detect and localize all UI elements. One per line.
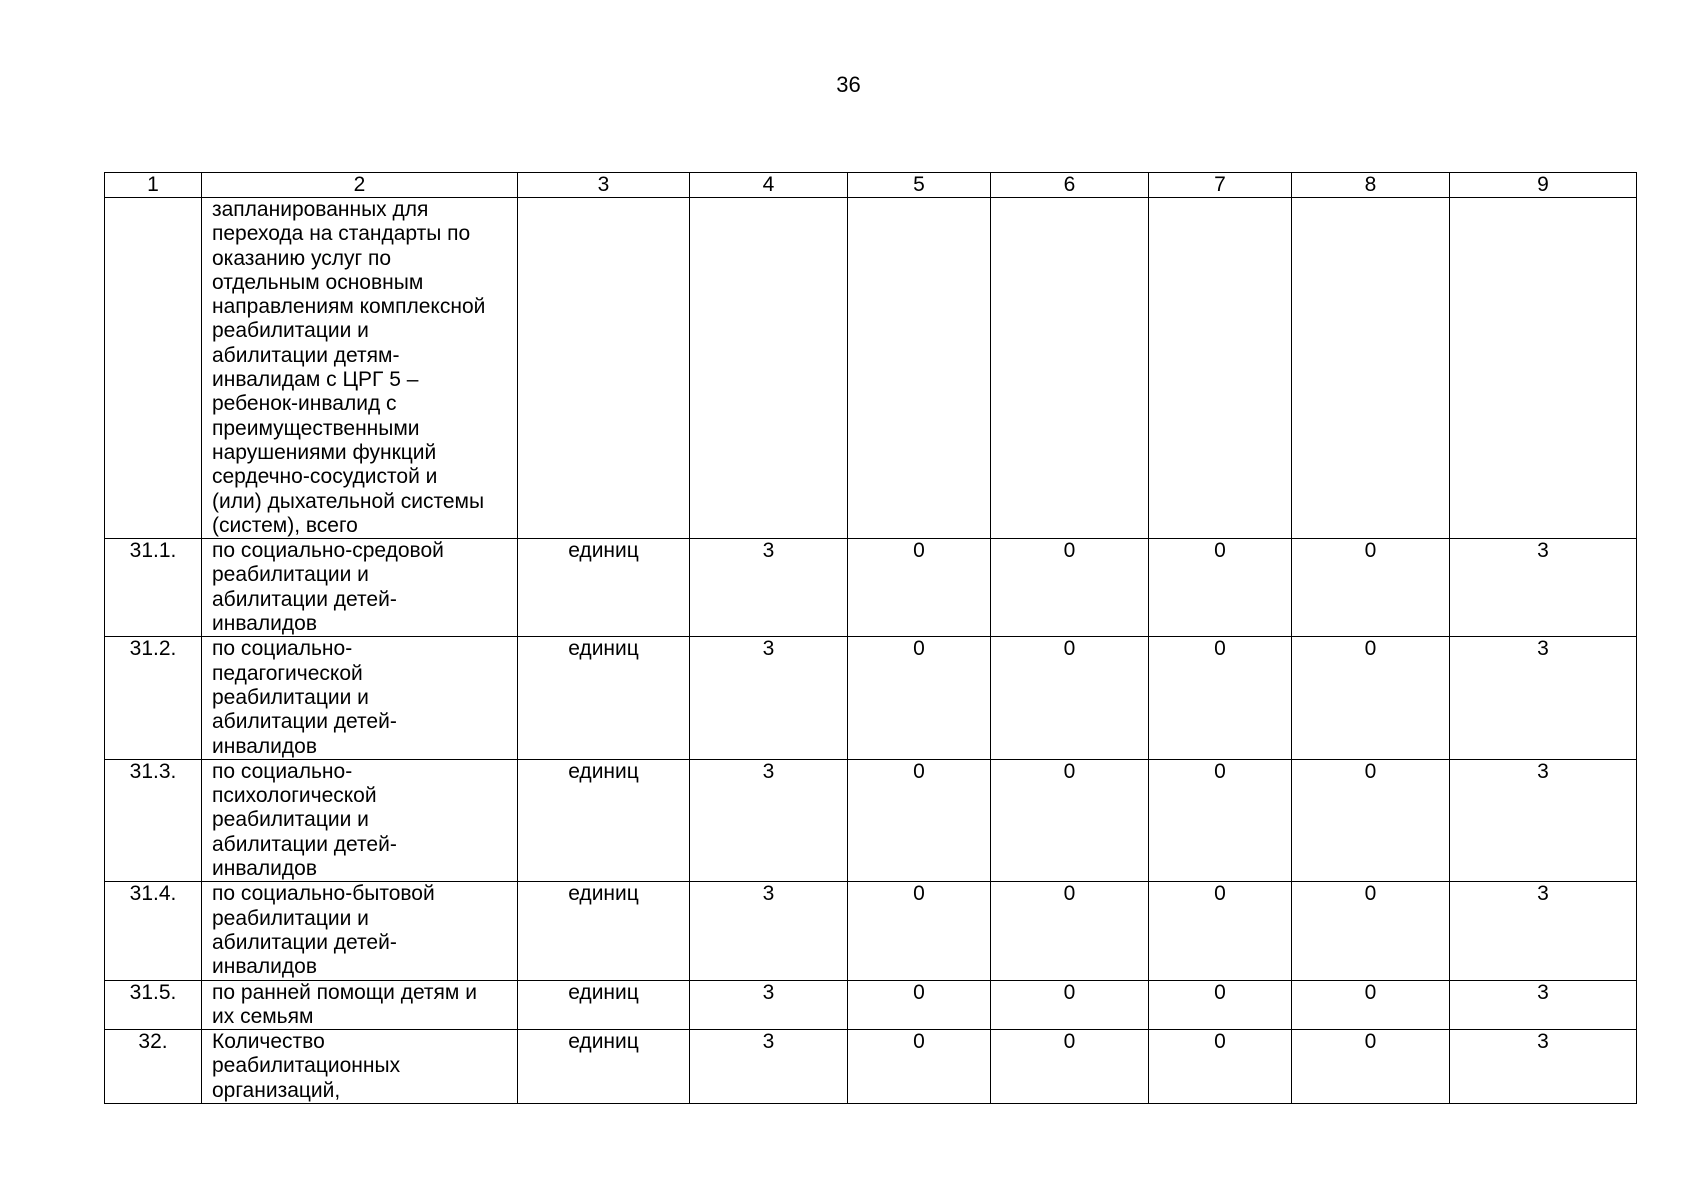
value-cell-v4: 3	[690, 882, 848, 980]
row-number-cell: 31.1.	[105, 539, 202, 637]
value-cell-v6: 0	[991, 1030, 1149, 1104]
description-line: педагогической	[212, 661, 363, 685]
value-cell-v7: 0	[1149, 1030, 1292, 1104]
value-cell-v4: 3	[690, 980, 848, 1030]
value-cell-v6: 0	[991, 980, 1149, 1030]
data-table	[104, 172, 1637, 1104]
column-header-6: 6	[991, 173, 1149, 198]
description-line: абилитации детям-	[212, 343, 400, 367]
value-cell-v5: 0	[848, 882, 991, 980]
table-header-row	[105, 173, 1637, 198]
column-header-4: 4	[690, 173, 848, 198]
value-cell-v7: 0	[1149, 539, 1292, 637]
value-cell-v4: 3	[690, 637, 848, 759]
unit-cell: единиц	[518, 882, 690, 980]
value-cell-v9	[1450, 198, 1637, 539]
column-header-1: 1	[105, 173, 202, 198]
value-cell-v5: 0	[848, 637, 991, 759]
description-cell	[202, 1030, 518, 1104]
column-header-3: 3	[518, 173, 690, 198]
value-cell-v5: 0	[848, 980, 991, 1030]
description-cell	[202, 539, 518, 637]
unit-cell: единиц	[518, 539, 690, 637]
description-line: абилитации детей-	[212, 930, 397, 954]
description-cell	[202, 882, 518, 980]
value-cell-v4: 3	[690, 539, 848, 637]
table-row	[105, 759, 1637, 881]
value-cell-v8: 0	[1292, 539, 1450, 637]
description-line: инвалидов	[212, 612, 317, 636]
description-line: (систем), всего	[212, 513, 358, 537]
value-cell-v4	[690, 198, 848, 539]
value-cell-v8: 0	[1292, 980, 1450, 1030]
description-line: абилитации детей-	[212, 832, 397, 856]
table-row	[105, 882, 1637, 980]
value-cell-v7	[1149, 198, 1292, 539]
description-line: реабилитации и	[212, 906, 369, 930]
table-row	[105, 198, 1637, 539]
description-line: перехода на стандарты по	[212, 222, 471, 246]
row-number-cell: 32.	[105, 1030, 202, 1104]
column-header-2: 2	[202, 173, 518, 198]
unit-cell: единиц	[518, 980, 690, 1030]
table-row	[105, 539, 1637, 637]
row-number-cell: 31.2.	[105, 637, 202, 759]
column-header-7: 7	[1149, 173, 1292, 198]
value-cell-v5: 0	[848, 1030, 991, 1104]
value-cell-v9: 3	[1450, 759, 1637, 881]
value-cell-v7: 0	[1149, 980, 1292, 1030]
description-line: абилитации детей-	[212, 587, 397, 611]
row-number-cell: 31.4.	[105, 882, 202, 980]
row-number-cell: 31.3.	[105, 759, 202, 881]
description-line: реабилитации и	[212, 685, 369, 709]
value-cell-v9: 3	[1450, 637, 1637, 759]
description-line: нарушениями функций	[212, 440, 437, 464]
unit-cell: единиц	[518, 1030, 690, 1104]
value-cell-v5	[848, 198, 991, 539]
description-line: организаций,	[212, 1078, 341, 1102]
description-line: инвалидов	[212, 955, 317, 979]
description-line: реабилитационных	[212, 1054, 401, 1078]
description-line: инвалидов	[212, 857, 317, 881]
table-body	[105, 198, 1637, 1104]
description-cell	[202, 759, 518, 881]
value-cell-v4: 3	[690, 759, 848, 881]
description-line: инвалидов	[212, 734, 317, 758]
description-line: по социально-средовой	[212, 539, 444, 563]
table-row	[105, 1030, 1637, 1104]
description-cell	[202, 198, 518, 539]
description-line: реабилитации и	[212, 808, 369, 832]
value-cell-v6: 0	[991, 539, 1149, 637]
description-line: оказанию услуг по	[212, 246, 392, 270]
description-line: отдельным основным	[212, 270, 424, 294]
description-line: психологической	[212, 784, 377, 808]
value-cell-v8: 0	[1292, 1030, 1450, 1104]
row-number-cell: 31.5.	[105, 980, 202, 1030]
column-header-8: 8	[1292, 173, 1450, 198]
description-line: сердечно-сосудистой и	[212, 465, 438, 489]
column-header-5: 5	[848, 173, 991, 198]
description-cell	[202, 637, 518, 759]
value-cell-v9: 3	[1450, 1030, 1637, 1104]
description-line: Количество	[212, 1030, 325, 1054]
description-line: запланированных для	[212, 198, 429, 221]
description-line: реабилитации и	[212, 319, 369, 343]
value-cell-v6	[991, 198, 1149, 539]
description-line: по ранней помощи детям и	[212, 980, 477, 1004]
value-cell-v9: 3	[1450, 980, 1637, 1030]
description-line: (или) дыхательной системы	[212, 489, 485, 513]
description-line: по социально-бытовой	[212, 882, 435, 906]
value-cell-v8: 0	[1292, 759, 1450, 881]
value-cell-v9: 3	[1450, 882, 1637, 980]
description-line: по социально-	[212, 637, 353, 661]
value-cell-v7: 0	[1149, 637, 1292, 759]
value-cell-v8	[1292, 198, 1450, 539]
table-row	[105, 980, 1637, 1030]
table-row	[105, 637, 1637, 759]
value-cell-v6: 0	[991, 637, 1149, 759]
description-line: по социально-	[212, 759, 353, 783]
value-cell-v7: 0	[1149, 759, 1292, 881]
description-line: их семьям	[212, 1004, 314, 1028]
column-header-9: 9	[1450, 173, 1637, 198]
description-line: направлениям комплексной	[212, 295, 486, 319]
unit-cell: единиц	[518, 759, 690, 881]
description-line: реабилитации и	[212, 563, 369, 587]
page-number: 36	[836, 72, 861, 97]
value-cell-v7: 0	[1149, 882, 1292, 980]
value-cell-v5: 0	[848, 539, 991, 637]
value-cell-v8: 0	[1292, 882, 1450, 980]
value-cell-v9: 3	[1450, 539, 1637, 637]
value-cell-v4: 3	[690, 1030, 848, 1104]
description-line: инвалидам с ЦРГ 5 –	[212, 368, 419, 392]
row-number-cell	[105, 198, 202, 539]
value-cell-v6: 0	[991, 882, 1149, 980]
description-line: абилитации детей-	[212, 710, 397, 734]
unit-cell: единиц	[518, 637, 690, 759]
description-cell	[202, 980, 518, 1030]
description-line: преимущественными	[212, 416, 420, 440]
value-cell-v5: 0	[848, 759, 991, 881]
unit-cell	[518, 198, 690, 539]
value-cell-v6: 0	[991, 759, 1149, 881]
value-cell-v8: 0	[1292, 637, 1450, 759]
description-line: ребенок-инвалид с	[212, 392, 397, 416]
